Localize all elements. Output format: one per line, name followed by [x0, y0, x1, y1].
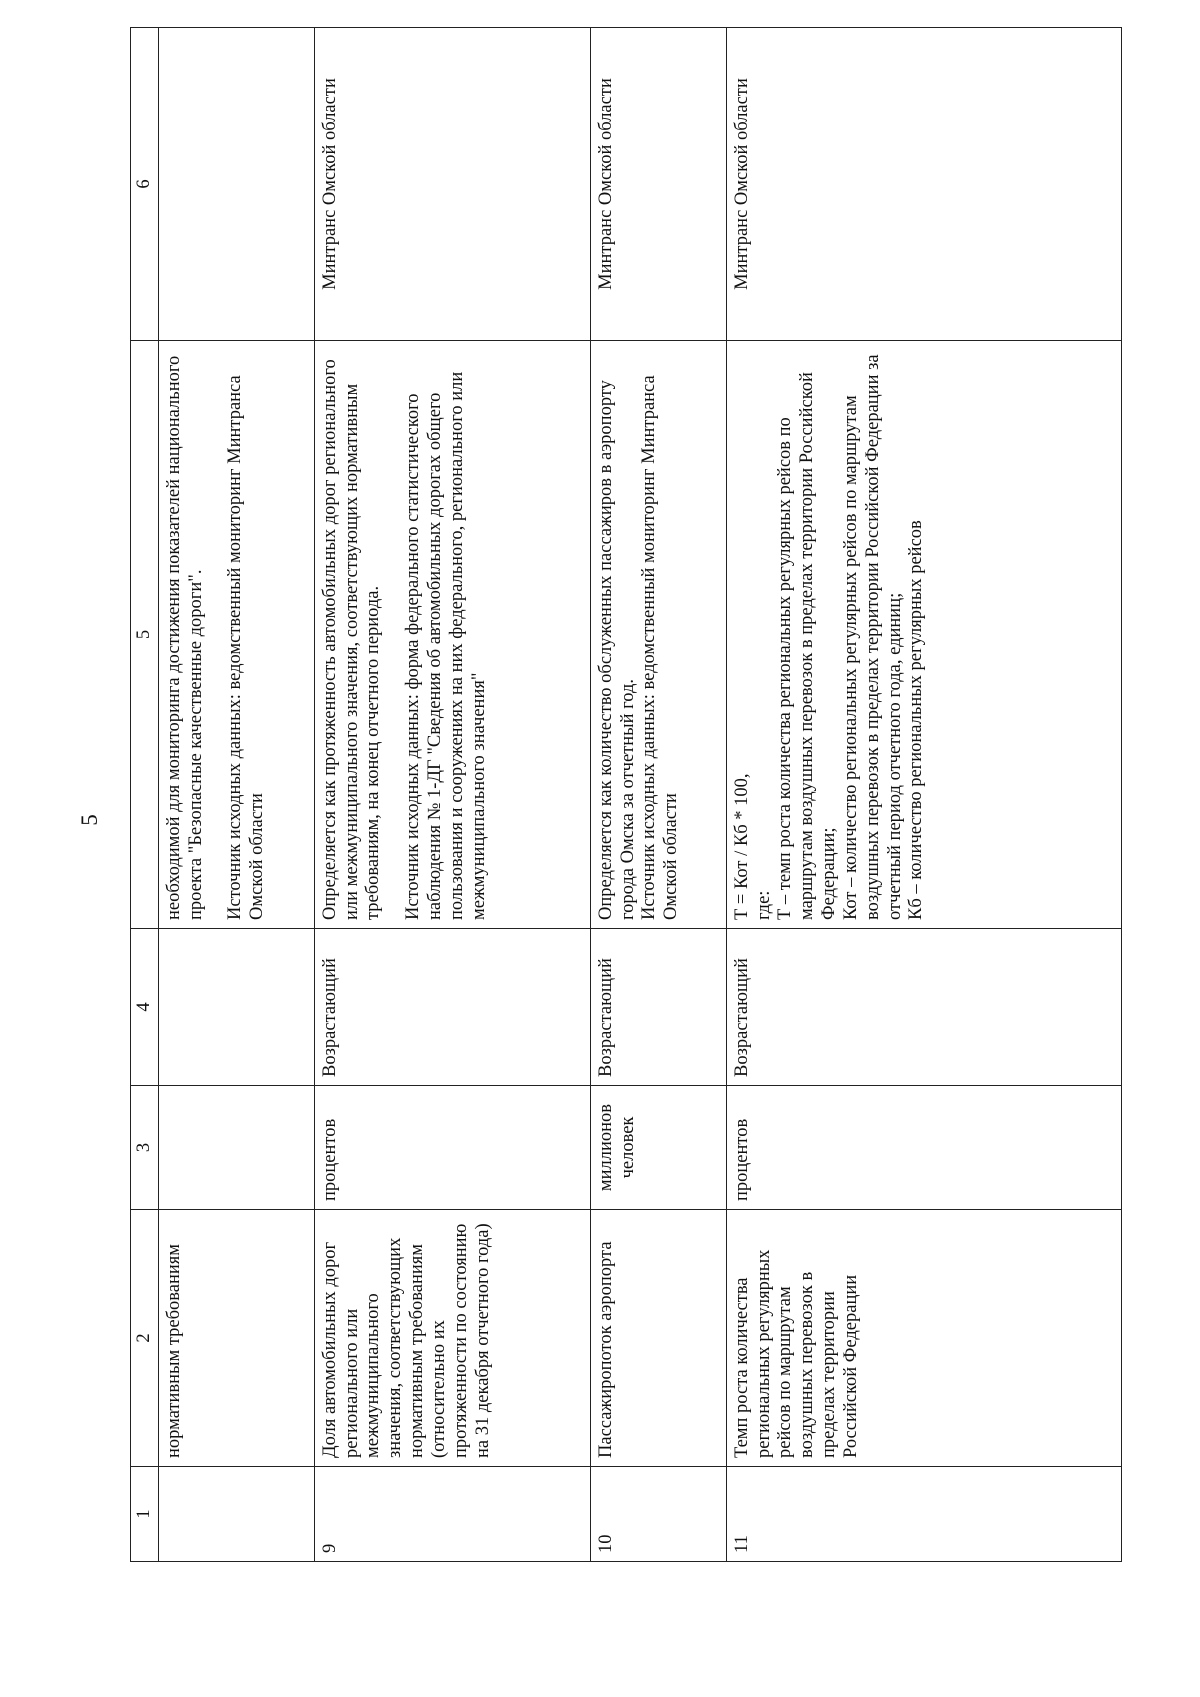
responsible-org: Минтранс Омской области [590, 28, 726, 341]
indicator-name: Темп роста количества региональных регулярных рейсов по маршрутам воздушных перевозок в пределах территории Российской Федерации [726, 1210, 1121, 1467]
row-number [158, 1467, 314, 1562]
table-row [158, 28, 314, 1562]
description-paragraph: необходимой для мониторинга достижения показателей национального проекта "Безопасные качественные дороги". [163, 355, 206, 920]
row-number: 10 [590, 1467, 726, 1562]
description-paragraph: Определяется как протяженность автомобильных дорог регионального или межмуниципального значения, соответствующих нормативным требованиям, на конец отчетного периода. [319, 359, 384, 920]
table-row [590, 28, 726, 1562]
indicator-description [158, 341, 314, 929]
formula-line: Т = Кот / Кб * 100, [731, 773, 752, 920]
header-col-1: 1 [131, 1467, 159, 1562]
header-col-2: 2 [131, 1210, 159, 1467]
table-row [314, 28, 590, 1562]
table-row [726, 28, 1121, 1562]
indicator-name: Пассажиропоток аэропорта [590, 1210, 726, 1467]
indicator-direction: Возрастающий [314, 929, 590, 1086]
row-number: 11 [726, 1467, 1121, 1562]
description-paragraph: Определяется как количество обслуженных пассажиров в аэропорту города Омска за отчетный год. [595, 380, 638, 920]
description-source: Источник исходных данных: ведомственный мониторинг Минтранса Омской области [225, 375, 268, 920]
indicator-name: Доля автомобильных дорог регионального или межмуниципального значения, соответствующих нормативным требованиям (относительно их протяженности по состоянию на 31 декабря отчетного года) [314, 1210, 590, 1467]
header-col-4: 4 [131, 929, 159, 1086]
formula-line: Т – темп роста количества региональных регулярных рейсов по маршрутам воздушных перевозок в пределах территории Российской Федерации; [775, 372, 840, 920]
indicator-description [314, 341, 590, 929]
indicator-unit [158, 1086, 314, 1210]
header-col-3: 3 [131, 1086, 159, 1210]
formula-line: где: [753, 890, 774, 920]
formula-line: Кб – количество региональных регулярных рейсов [906, 520, 927, 920]
page-number: 5 [77, 814, 102, 826]
row-number: 9 [314, 1467, 590, 1562]
description-source: Источник исходных данных: ведомственный мониторинг Минтранса Омской области [639, 375, 682, 920]
header-row [131, 28, 159, 1562]
header-col-5: 5 [131, 341, 159, 929]
responsible-org [158, 28, 314, 341]
responsible-org: Минтранс Омской области [314, 28, 590, 341]
description-source: Источник исходных данных: форма федерального статистического наблюдения № 1-ДГ "Сведения об автомобильных дорогах общего пользования и сооружениях на них федерального, регионального или межмуниципального значения" [403, 371, 489, 920]
indicator-direction: Возрастающий [590, 929, 726, 1086]
indicator-description [590, 341, 726, 929]
header-col-6: 6 [131, 28, 159, 341]
indicators-table [130, 27, 1122, 1562]
responsible-org: Минтранс Омской области [726, 28, 1121, 341]
indicator-description [726, 341, 1121, 929]
indicator-name: нормативным требованиям [158, 1210, 314, 1467]
indicator-direction: Возрастающий [726, 929, 1121, 1086]
indicator-direction [158, 929, 314, 1086]
rotated-table-container [130, 28, 1120, 1562]
formula-line: Кот – количество региональных регулярных рейсов по маршрутам воздушных перевозок в пределах территории Российской Федерации за отчетный период отчетного года, единиц; [840, 354, 905, 920]
indicator-unit: миллионов человек [590, 1086, 726, 1210]
indicator-unit: процентов [726, 1086, 1121, 1210]
indicator-unit: процентов [314, 1086, 590, 1210]
